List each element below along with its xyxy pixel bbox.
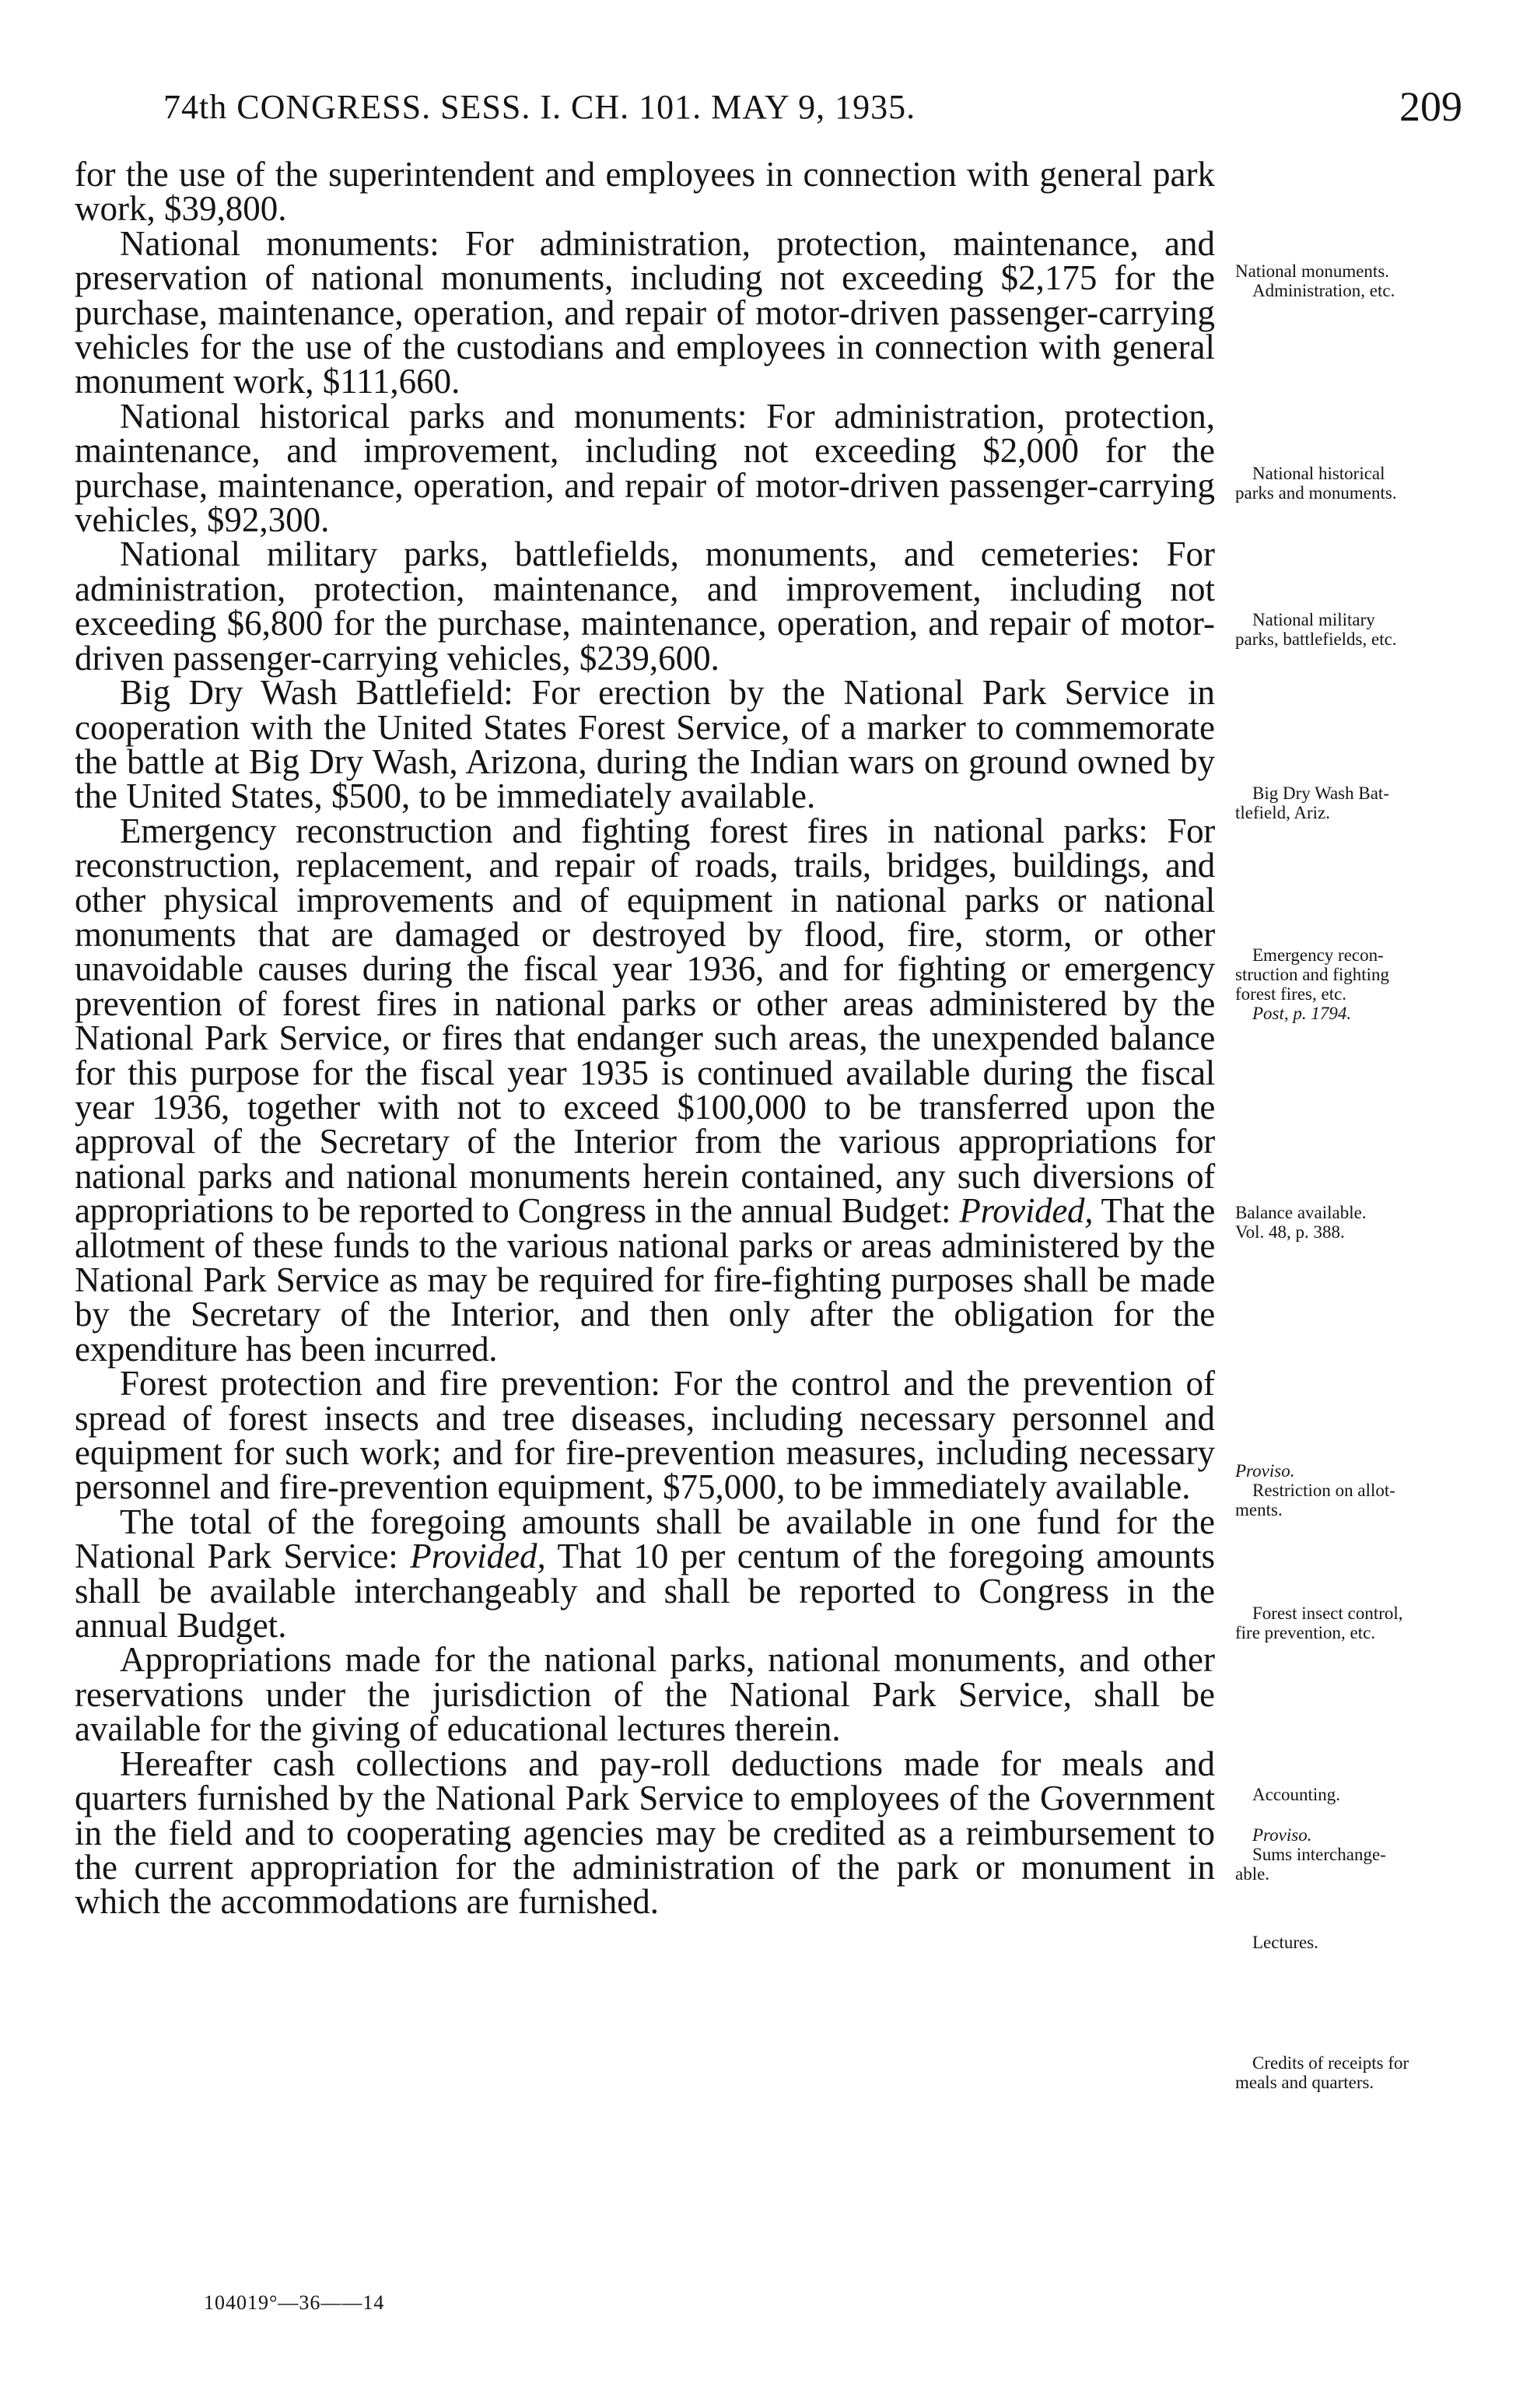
paragraph-lectures: Appropriations made for the national parks, national monuments, and other reservations under the jurisdiction of the National Park Service, shall be available for the giving of educational lectures therein. xyxy=(75,1640,1215,1749)
provided-italic: Provided, xyxy=(959,1191,1094,1231)
margin-note-line: parks, battlefields, etc. xyxy=(1235,629,1397,649)
margin-note-military-parks xyxy=(1235,610,1469,649)
paragraph-forest-protection: Forest protection and fire prevention: For the control and the prevention of spread of forest insects and tree diseases, including necessary personnel and equipment for such work; and for fire-prevention measures, including necessary personnel and fire-prevention equipment, $75,000, to be immediately available. xyxy=(75,1364,1215,1507)
margin-note-line: able. xyxy=(1235,1864,1270,1884)
paragraph-emergency-reconstruction xyxy=(75,811,1216,1369)
running-head: 74th CONGRESS. SESS. I. CH. 101. MAY 9, 1935. xyxy=(163,88,916,126)
paragraph-accounting xyxy=(75,1502,1216,1646)
margin-note-national-monuments xyxy=(1235,261,1469,300)
print-signature-code: 104019°—36——14 xyxy=(204,2291,385,2314)
margin-note-emergency xyxy=(1235,945,1469,1023)
margin-note-line: Proviso. xyxy=(1235,1461,1295,1481)
paragraph-national-historical-parks: National historical parks and monuments: For administration, protection, maintenance, and improvement, including not exceeding $2,000 for the purchase, maintenance, operation, and repair of motor-driven passenger-carrying vehicles, $92,300. xyxy=(75,396,1215,540)
margin-note-line: parks and monuments. xyxy=(1235,483,1397,503)
margin-note-line: Forest insect control, xyxy=(1252,1604,1403,1623)
margin-note-line: Accounting. xyxy=(1252,1785,1341,1804)
margin-note-line: Credits of receipts for xyxy=(1252,2053,1409,2073)
margin-note-big-dry-wash xyxy=(1235,783,1469,822)
paragraph-general-park-work: for the use of the superintendent and employees in connection with general park work, $39,800. xyxy=(75,155,1215,229)
margin-note-accounting xyxy=(1235,1785,1469,1804)
provided-italic: Provided, xyxy=(410,1537,546,1576)
margin-note-line: Emergency recon- xyxy=(1252,945,1384,965)
page-header xyxy=(163,83,1462,134)
accounting-text-b: That 10 per centum of the foregoing amounts shall be available interchangeably and shall be reported to Congress in the annual Budget. xyxy=(75,1537,1216,1646)
margin-note-sums-interchangeable xyxy=(1235,1825,1469,1884)
accounting-text-a: The total of the foregoing amounts shall be available in one fund for the National Park Service: xyxy=(75,1502,1215,1576)
margin-note-lectures xyxy=(1235,1933,1469,1952)
emergency-text-b: That the allotment of these funds to the various national parks or areas administered by the National Park Service as may be required for fire-fighting purposes shall be made by the Secretary of the Interior, and then only after the obligation for the expenditure has been incurred. xyxy=(75,1191,1216,1369)
margin-note-line: struction and fighting xyxy=(1235,965,1390,984)
margin-note-line: Administration, etc. xyxy=(1252,281,1395,300)
paragraph-big-dry-wash: Big Dry Wash Battlefield: For erection by the National Park Service in cooperation with the United States Forest Service, of a marker to commemorate the battle at Big Dry Wash, Arizona, during the Indian wars on ground owned by the United States, $500, to be immediately available. xyxy=(75,673,1215,816)
margin-note-line: tlefield, Ariz. xyxy=(1235,803,1330,822)
margin-note-line: forest fires, etc. xyxy=(1235,984,1347,1004)
margin-note-line: National historical xyxy=(1252,464,1385,483)
margin-note-line: fire prevention, etc. xyxy=(1235,1623,1376,1642)
margin-note-line: Restriction on allot- xyxy=(1252,1481,1395,1500)
margin-note-line: National military xyxy=(1252,610,1375,629)
margin-note-credits xyxy=(1235,2053,1469,2092)
margin-note-historical-parks xyxy=(1235,464,1469,503)
margin-note-forest-insect xyxy=(1235,1604,1469,1642)
margin-note-line: ments. xyxy=(1235,1500,1283,1519)
page-number: 209 xyxy=(1399,83,1462,130)
margin-note-line: Sums interchange- xyxy=(1252,1845,1386,1864)
margin-note-line: National monuments. xyxy=(1235,261,1390,281)
paragraph-national-monuments: National monuments: For administration, protection, maintenance, and preservation of national monuments, including not exceeding $2,175 for the purchase, maintenance, operation, and repair of motor-driven passenger-carrying vehicles for the use of the custodians and employees in connection with general monument work, $111,660. xyxy=(75,223,1215,401)
margin-note-line: meals and quarters. xyxy=(1235,2073,1374,2092)
margin-note-balance-available xyxy=(1235,1203,1469,1242)
margin-note-line: Vol. 48, p. 388. xyxy=(1235,1222,1345,1242)
paragraph-national-military-parks: National military parks, battlefields, monuments, and cemeteries: For administration, protection, maintenance, and improvement, including not exceeding $6,800 for the purchase, maintenance, operation, and repair of motor-driven passenger-carrying vehicles, $239,600. xyxy=(75,535,1215,678)
margin-note-restriction xyxy=(1235,1461,1469,1519)
margin-note-line: Post, p. 1794. xyxy=(1252,1004,1352,1023)
margin-note-line: Proviso. xyxy=(1252,1825,1312,1845)
body-text xyxy=(75,155,1216,1922)
margin-note-line: Balance available. xyxy=(1235,1203,1367,1222)
margin-note-line: Lectures. xyxy=(1252,1933,1318,1952)
margin-note-line: Big Dry Wash Bat- xyxy=(1252,783,1389,803)
paragraph-credits-meals-quarters: Hereafter cash collections and pay-roll deductions made for meals and quarters furnished by the National Park Service to employees of the Government in the field and to cooperating agencies may be credited as a reimbursement to the current appropriation for the administration of the park or monument in which the accommodations are furnished. xyxy=(75,1744,1215,1922)
emergency-text-a: Emergency reconstruction and fighting forest fires in national parks: For reconstruction, replacement, and repair of roads, trails, bridges, buildings, and other physical improvements and of equipment in national parks or national monuments that are damaged or destroyed by flood, fire, storm, or other unavoidable causes during the fiscal year 1936, and for fighting or emergency prevention of forest fires in national parks or other areas administered by the National Park Service, or fires that endanger such areas, the unexpended balance for this purpose for the fiscal year 1935 is continued available during the fiscal year 1936, together with not to exceed $100,000 to be transferred upon the approval of the Secretary of the Interior from the various appropriations for national parks and national monuments herein contained, any such diversions of appropriations to be reported to Congress in the annual Budget: xyxy=(75,811,1215,1231)
